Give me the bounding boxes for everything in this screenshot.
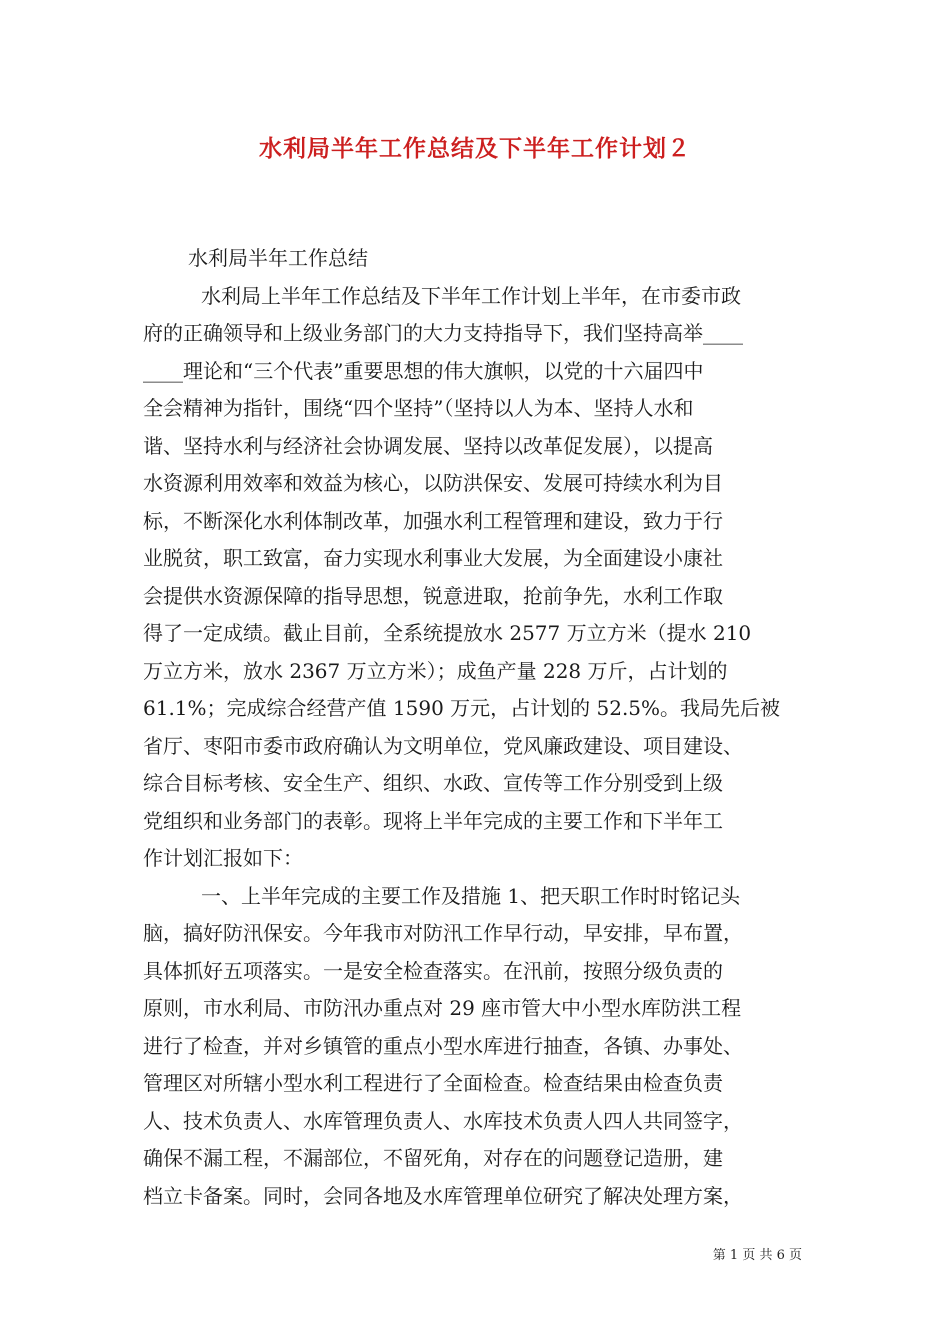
paragraph-line: 标，不断深化水利体制改革，加强水利工程管理和建设，致力于行	[143, 508, 723, 533]
paragraph-line: 省厅、枣阳市委市政府确认为文明单位，党风廉政建设、项目建设、	[143, 733, 743, 758]
paragraph-line: 综合目标考核、安全生产、组织、水政、宣传等工作分别受到上级	[143, 771, 723, 795]
paragraph-line: 会提供水资源保障的指导思想，锐意进取，抢前争先，水利工作取	[143, 583, 723, 608]
paragraph-line: 得了一定成绩。截止目前，全系统提放水 2577 万立方米（提水 210	[143, 621, 752, 645]
paragraph-line: 作计划汇报如下：	[143, 846, 303, 870]
paragraph-line: 全会精神为指针，围绕“四个坚持”（坚持以人为本、坚持人水和	[143, 396, 694, 420]
paragraph-line: 业脱贫，职工致富，奋力实现水利事业大发展，为全面建设小康社	[143, 546, 723, 570]
paragraph-line: 人、技术负责人、水库管理负责人、水库技术负责人四人共同签字，	[143, 1108, 743, 1133]
paragraph-line: 具体抓好五项落实。一是安全检查落实。在汛前，按照分级负责的	[143, 958, 723, 983]
paragraph-line: ____理论和“三个代表”重要思想的伟大旗帜，以党的十六届四中	[143, 358, 704, 383]
page-number-footer: 第 1 页 共 6 页	[712, 1248, 802, 1263]
paragraph-line: 档立卡备案。同时，会同各地及水库管理单位研究了解决处理方案，	[143, 1183, 743, 1208]
paragraph-line: 谐、坚持水利与经济社会协调发展、坚持以改革促发展），以提高	[143, 433, 713, 458]
paragraph-line: 一、上半年完成的主要工作及措施 1、把天职工作时时铭记头	[201, 883, 741, 908]
paragraph-line: 确保不漏工程，不漏部位，不留死角，对存在的问题登记造册，建	[143, 1146, 723, 1170]
section-subheading: 水利局半年工作总结	[188, 246, 368, 270]
document-body	[143, 240, 815, 1215]
paragraph-line: 万立方米，放水 2367 万立方米）；成鱼产量 228 万斤，占计划的	[143, 658, 728, 683]
paragraph-line: 脑，搞好防汛保安。今年我市对防汛工作早行动，早安排，早布置，	[143, 921, 743, 945]
paragraph-line: 府的正确领导和上级业务部门的大力支持指导下，我们坚持高举____	[143, 321, 743, 345]
paragraph-1	[143, 278, 815, 878]
paragraph-2	[143, 878, 815, 1216]
paragraph-line: 61.1%；完成综合经营产值 1590 万元，占计划的 52.5%。我局先后被	[143, 696, 781, 720]
paragraph-line: 水利局上半年工作总结及下半年工作计划上半年，在市委市政	[201, 283, 741, 308]
document-title: 水利局半年工作总结及下半年工作计划２	[259, 136, 691, 162]
paragraph-line: 党组织和业务部门的表彰。现将上半年完成的主要工作和下半年工	[143, 808, 723, 833]
paragraph-line: 原则，市水利局、市防汛办重点对 29 座市管大中小型水库防洪工程	[143, 996, 742, 1020]
paragraph-line: 进行了检查，并对乡镇管的重点小型水库进行抽查，各镇、办事处、	[143, 1033, 743, 1058]
paragraph-line: 管理区对所辖小型水利工程进行了全面检查。检查结果由检查负责	[143, 1071, 723, 1095]
paragraph-line: 水资源利用效率和效益为核心，以防洪保安、发展可持续水利为目	[143, 471, 723, 495]
